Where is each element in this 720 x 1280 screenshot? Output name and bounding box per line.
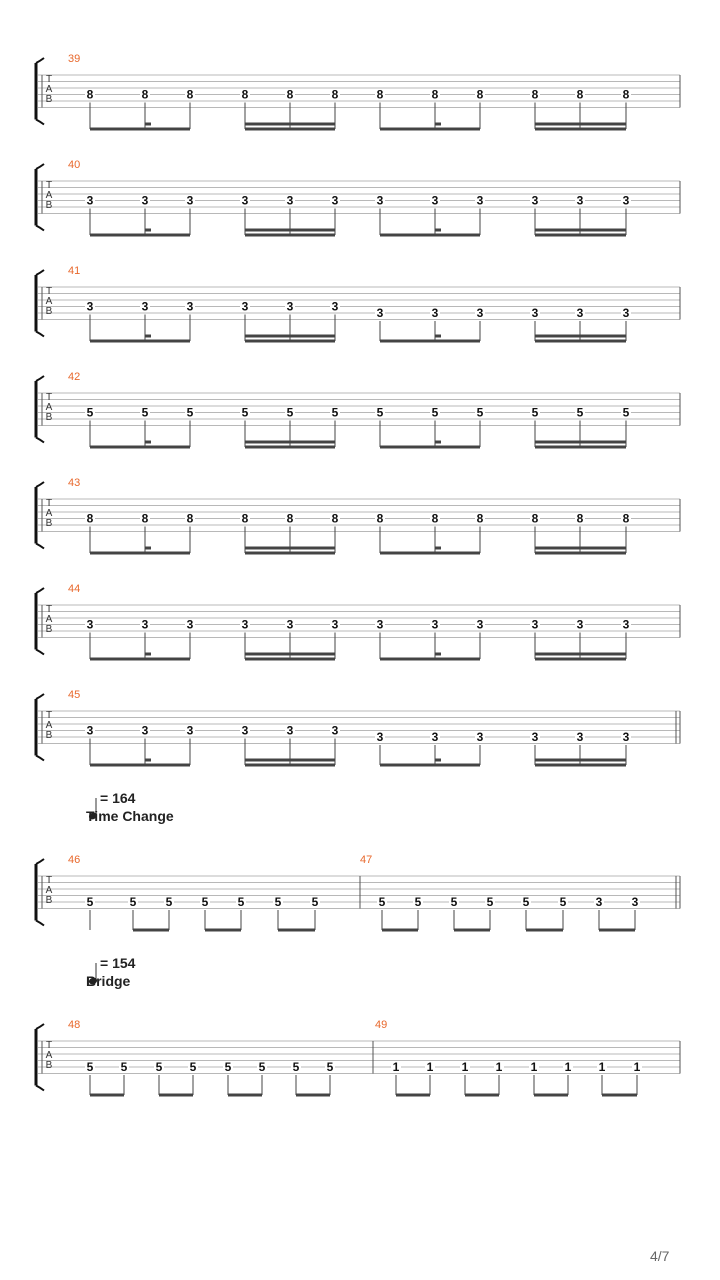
fret-number: 3 [622, 193, 630, 208]
tab-clef-letter: B [45, 895, 53, 906]
tempo-value: = 154 [100, 955, 136, 971]
fret-number: 8 [376, 87, 384, 102]
bracket-hook [36, 650, 44, 655]
fret-number: 3 [576, 730, 584, 744]
fret-number: 3 [622, 306, 630, 320]
bracket-hook [36, 376, 44, 381]
measure-number: 47 [360, 854, 373, 866]
bracket-hook [36, 270, 44, 275]
fret-number: 8 [476, 511, 484, 526]
fret-number: 1 [530, 1060, 538, 1074]
fret-number: 3 [186, 723, 194, 738]
measure-number: 42 [68, 371, 81, 383]
fret-number: 3 [86, 193, 94, 208]
fret-number: 3 [431, 306, 439, 320]
measure-number: 46 [68, 854, 81, 866]
fret-number: 3 [431, 730, 439, 744]
tab-clef-letter: B [45, 306, 53, 317]
tab-clef-letter: T [45, 710, 53, 721]
fret-number: 5 [378, 895, 386, 909]
fret-number: 5 [86, 405, 94, 420]
bracket-hook [36, 544, 44, 549]
fret-number: 8 [376, 511, 384, 526]
staff-system [36, 583, 680, 659]
fret-number: 1 [564, 1060, 572, 1074]
fret-number: 5 [86, 1060, 94, 1074]
fret-number: 3 [531, 617, 539, 632]
bracket-hook [36, 58, 44, 63]
fret-number: 8 [141, 511, 149, 526]
tab-clef-letter: A [45, 190, 53, 201]
fret-number: 3 [86, 723, 94, 738]
fret-number: 3 [331, 617, 339, 632]
fret-number: 3 [376, 730, 384, 744]
fret-number: 3 [622, 730, 630, 744]
bracket-hook [36, 438, 44, 443]
fret-number: 8 [86, 511, 94, 526]
staff-system [36, 790, 680, 930]
fret-number: 3 [331, 193, 339, 208]
bracket-hook [36, 859, 44, 864]
fret-number: 5 [622, 405, 630, 420]
fret-number: 8 [286, 87, 294, 102]
fret-number: 3 [476, 193, 484, 208]
tab-clef-letter: A [45, 296, 53, 307]
fret-number: 8 [286, 511, 294, 526]
fret-number: 5 [237, 895, 245, 909]
fret-number: 3 [576, 617, 584, 632]
fret-number: 5 [165, 895, 173, 909]
fret-number: 3 [476, 730, 484, 744]
measure-number: 45 [68, 689, 81, 701]
section-label: Bridge [86, 973, 131, 989]
tab-clef-letter: B [45, 412, 53, 423]
fret-number: 3 [86, 299, 94, 314]
measure-number: 44 [68, 583, 81, 595]
fret-number: 3 [576, 193, 584, 208]
fret-number: 8 [531, 511, 539, 526]
fret-number: 3 [141, 299, 149, 314]
measure-number: 41 [68, 265, 81, 277]
measure-number: 39 [68, 53, 81, 65]
tab-clef-letter: A [45, 508, 53, 519]
fret-number: 5 [311, 895, 319, 909]
fret-number: 8 [86, 87, 94, 102]
tab-clef-letter: A [45, 84, 53, 95]
fret-number: 3 [286, 193, 294, 208]
staff-system [36, 477, 680, 553]
bracket-hook [36, 694, 44, 699]
fret-number: 3 [241, 193, 249, 208]
fret-number: 5 [86, 895, 94, 909]
tab-clef-letter: A [45, 402, 53, 413]
tab-clef-letter: B [45, 200, 53, 211]
fret-number: 3 [86, 617, 94, 632]
fret-number: 8 [331, 511, 339, 526]
fret-number: 3 [376, 193, 384, 208]
section-label: Time Change [86, 808, 174, 824]
measure-number: 48 [68, 1019, 81, 1031]
bracket-hook [36, 588, 44, 593]
bracket-hook [36, 120, 44, 125]
bracket-hook [36, 332, 44, 337]
fret-number: 5 [476, 405, 484, 420]
fret-number: 5 [286, 405, 294, 420]
tab-clef-letter: B [45, 94, 53, 105]
measure-number: 43 [68, 477, 81, 489]
fret-number: 5 [258, 1060, 266, 1074]
tab-clef-letter: T [45, 1040, 53, 1051]
fret-number: 5 [331, 405, 339, 420]
tab-clef-letter: A [45, 614, 53, 625]
tempo-value: = 164 [100, 790, 136, 806]
fret-number: 5 [186, 405, 194, 420]
fret-number: 3 [186, 617, 194, 632]
fret-number: 3 [576, 306, 584, 320]
fret-number: 1 [461, 1060, 469, 1074]
fret-number: 3 [476, 306, 484, 320]
fret-number: 3 [376, 306, 384, 320]
fret-number: 3 [531, 306, 539, 320]
tab-clef-letter: T [45, 286, 53, 297]
fret-number: 3 [631, 895, 639, 909]
fret-number: 3 [595, 895, 603, 909]
bracket-hook [36, 756, 44, 761]
staff-system [36, 371, 680, 447]
page-number: 4/7 [650, 1248, 670, 1264]
tab-clef-letter: T [45, 875, 53, 886]
staff-system [36, 689, 680, 765]
fret-number: 5 [241, 405, 249, 420]
tab-clef-letter: T [45, 74, 53, 85]
fret-number: 3 [141, 723, 149, 738]
tab-clef-letter: A [45, 1050, 53, 1061]
fret-number: 5 [559, 895, 567, 909]
fret-number: 8 [476, 87, 484, 102]
fret-number: 5 [486, 895, 494, 909]
tab-clef-letter: B [45, 1060, 53, 1071]
fret-number: 3 [431, 617, 439, 632]
fret-number: 5 [141, 405, 149, 420]
fret-number: 1 [633, 1060, 641, 1074]
staff-system [36, 265, 680, 341]
fret-number: 3 [331, 723, 339, 738]
fret-number: 3 [531, 193, 539, 208]
fret-number: 5 [450, 895, 458, 909]
tab-clef-letter: B [45, 624, 53, 635]
fret-number: 1 [392, 1060, 400, 1074]
measure-number: 49 [375, 1019, 388, 1031]
fret-number: 5 [531, 405, 539, 420]
tab-clef-letter: T [45, 498, 53, 509]
fret-number: 5 [155, 1060, 163, 1074]
fret-number: 1 [495, 1060, 503, 1074]
fret-number: 8 [576, 511, 584, 526]
fret-number: 8 [241, 511, 249, 526]
fret-number: 3 [531, 730, 539, 744]
fret-number: 5 [431, 405, 439, 420]
fret-number: 8 [431, 511, 439, 526]
fret-number: 5 [274, 895, 282, 909]
fret-number: 3 [622, 617, 630, 632]
fret-number: 3 [141, 193, 149, 208]
fret-number: 8 [186, 511, 194, 526]
bracket-hook [36, 921, 44, 926]
tab-clef-letter: B [45, 518, 53, 529]
measure-number: 40 [68, 159, 81, 171]
fret-number: 8 [531, 87, 539, 102]
staff-system [36, 159, 680, 235]
fret-number: 5 [576, 405, 584, 420]
fret-number: 5 [292, 1060, 300, 1074]
fret-number: 3 [286, 299, 294, 314]
bracket-hook [36, 1024, 44, 1029]
staff-system [36, 955, 680, 1095]
fret-number: 8 [241, 87, 249, 102]
fret-number: 5 [201, 895, 209, 909]
tab-clef-letter: B [45, 730, 53, 741]
fret-number: 5 [522, 895, 530, 909]
tab-clef-letter: T [45, 604, 53, 615]
bracket-hook [36, 482, 44, 487]
fret-number: 1 [426, 1060, 434, 1074]
fret-number: 5 [326, 1060, 334, 1074]
fret-number: 8 [331, 87, 339, 102]
fret-number: 3 [241, 723, 249, 738]
bracket-hook [36, 226, 44, 231]
fret-number: 8 [576, 87, 584, 102]
bracket-hook [36, 164, 44, 169]
fret-number: 3 [286, 617, 294, 632]
staff-system [36, 53, 680, 129]
fret-number: 8 [431, 87, 439, 102]
fret-number: 5 [129, 895, 137, 909]
fret-number: 8 [141, 87, 149, 102]
fret-number: 5 [376, 405, 384, 420]
fret-number: 3 [141, 617, 149, 632]
tempo-marking [86, 790, 174, 824]
tab-clef-letter: A [45, 885, 53, 896]
fret-number: 8 [186, 87, 194, 102]
fret-number: 5 [189, 1060, 197, 1074]
fret-number: 8 [622, 511, 630, 526]
fret-number: 3 [186, 299, 194, 314]
fret-number: 5 [120, 1060, 128, 1074]
fret-number: 1 [598, 1060, 606, 1074]
fret-number: 3 [331, 299, 339, 314]
fret-number: 3 [286, 723, 294, 738]
fret-number: 5 [224, 1060, 232, 1074]
fret-number: 3 [186, 193, 194, 208]
fret-number: 5 [414, 895, 422, 909]
fret-number: 8 [622, 87, 630, 102]
tab-clef-letter: A [45, 720, 53, 731]
bracket-hook [36, 1086, 44, 1091]
fret-number: 3 [476, 617, 484, 632]
tempo-marking [86, 955, 136, 989]
fret-number: 3 [241, 617, 249, 632]
tab-clef-letter: T [45, 180, 53, 191]
fret-number: 3 [241, 299, 249, 314]
fret-number: 3 [376, 617, 384, 632]
fret-number: 3 [431, 193, 439, 208]
tab-clef-letter: T [45, 392, 53, 403]
